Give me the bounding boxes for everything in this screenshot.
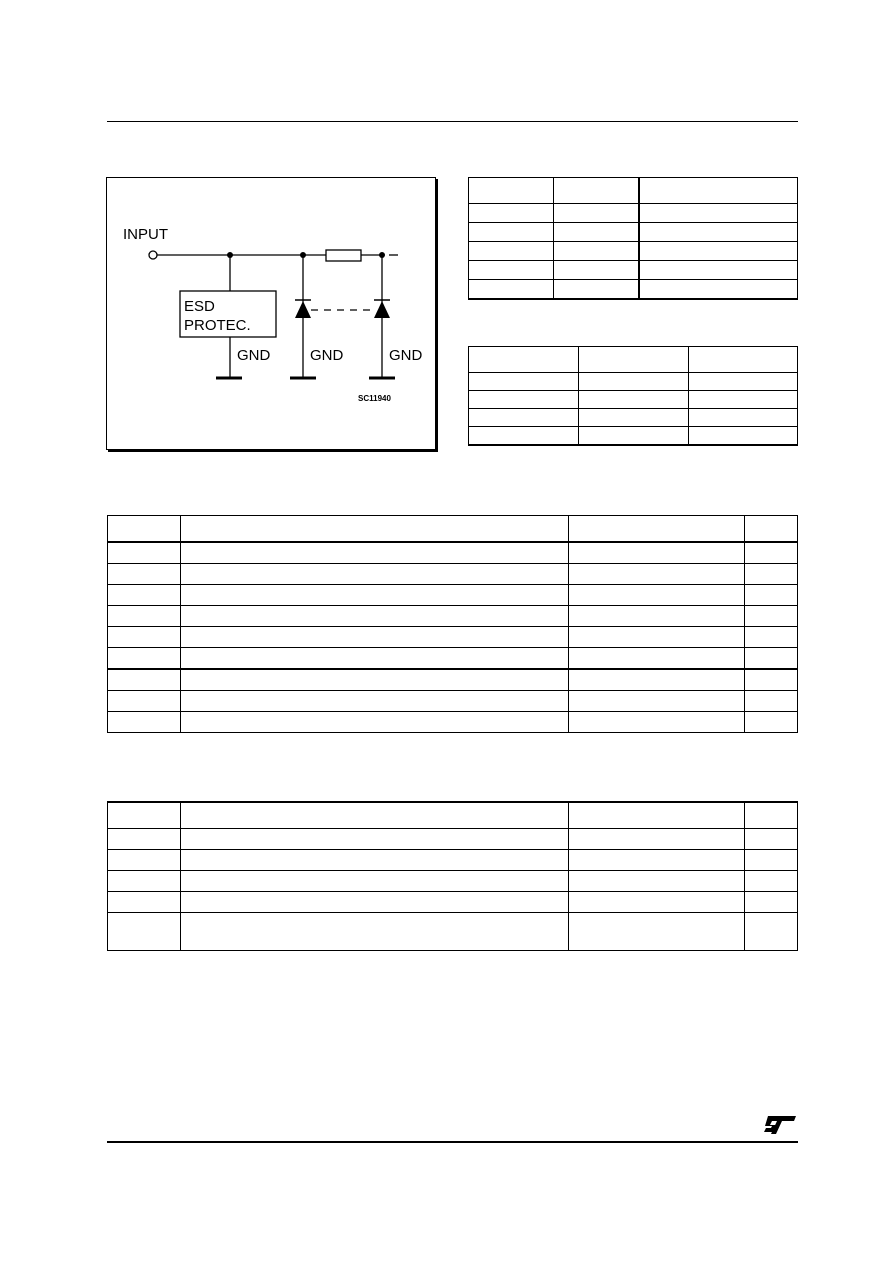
zener-diode-1 bbox=[295, 301, 311, 318]
gnd-label-2: GND bbox=[310, 347, 344, 364]
st-logo bbox=[762, 1114, 798, 1141]
table-row bbox=[108, 892, 798, 913]
table-row bbox=[108, 564, 798, 585]
table-row bbox=[469, 280, 798, 300]
input-label: INPUT bbox=[123, 226, 168, 243]
table-row bbox=[108, 829, 798, 850]
resistor bbox=[326, 250, 361, 261]
absolute-ratings-table bbox=[107, 515, 798, 733]
table-row bbox=[469, 373, 798, 391]
table-row bbox=[469, 223, 798, 242]
table-row bbox=[108, 850, 798, 871]
table-row bbox=[108, 669, 798, 691]
footer-rule bbox=[107, 1141, 798, 1143]
table-row bbox=[469, 391, 798, 409]
table-row bbox=[469, 427, 798, 446]
table-row bbox=[469, 409, 798, 427]
table-row bbox=[108, 606, 798, 627]
esd-circuit-diagram bbox=[107, 178, 435, 449]
table-row bbox=[469, 242, 798, 261]
st-logo-icon bbox=[762, 1114, 798, 1136]
figure-code: SC11940 bbox=[358, 394, 391, 403]
zener-diode-2 bbox=[374, 301, 390, 318]
circuit-diagram-frame bbox=[106, 177, 436, 450]
table-row bbox=[108, 913, 798, 951]
table-row bbox=[108, 871, 798, 892]
input-terminal bbox=[149, 251, 157, 259]
table-header-row bbox=[108, 516, 798, 543]
table-row bbox=[108, 648, 798, 670]
gnd-label-1: GND bbox=[237, 347, 271, 364]
table-header-row bbox=[108, 802, 798, 829]
table-header-row bbox=[469, 347, 798, 373]
pin-table-b bbox=[468, 346, 798, 446]
table-row bbox=[108, 712, 798, 733]
table-row bbox=[108, 627, 798, 648]
pin-table-a bbox=[468, 177, 798, 300]
table-row bbox=[108, 585, 798, 606]
table-row bbox=[469, 261, 798, 280]
esd-label-line2: PROTEC. bbox=[184, 317, 251, 334]
header-rule bbox=[107, 121, 798, 122]
thermal-table bbox=[107, 801, 798, 951]
table-row bbox=[108, 691, 798, 712]
gnd-label-3: GND bbox=[389, 347, 423, 364]
table-row bbox=[108, 542, 798, 564]
esd-label-line1: ESD bbox=[184, 298, 215, 315]
table-header-row bbox=[469, 178, 798, 204]
table-row bbox=[469, 204, 798, 223]
